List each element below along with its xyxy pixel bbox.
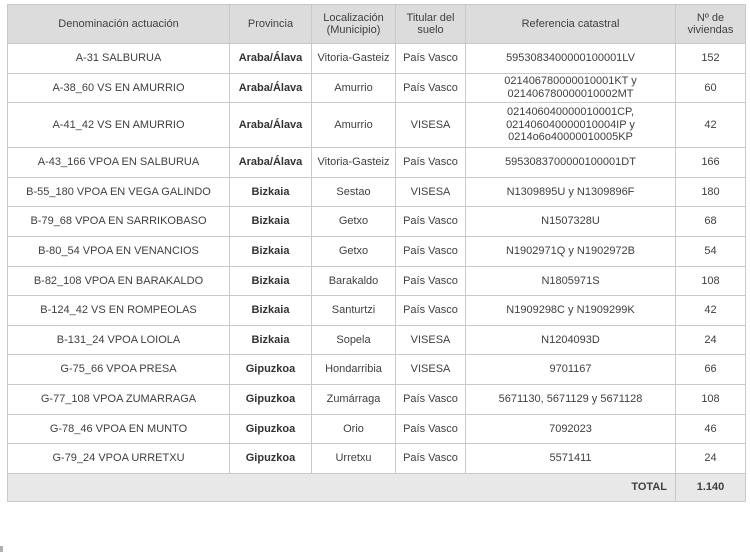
table-row	[8, 207, 746, 237]
cell-localizacion: Vitoria-Gasteiz	[312, 44, 396, 74]
total-label: TOTAL	[8, 473, 676, 501]
cell-denominacion: G-78_46 VPOA EN MUNTO	[8, 414, 230, 444]
cell-provincia: Gipuzkoa	[230, 444, 312, 474]
cell-referencia: 5671130, 5671129 y 5671128	[466, 384, 676, 414]
cell-titular: País Vasco	[396, 384, 466, 414]
cell-denominacion: G-79_24 VPOA URRETXU	[8, 444, 230, 474]
header-referencia: Referencia catastral	[466, 5, 676, 44]
cell-titular: VISESA	[396, 177, 466, 207]
cell-viviendas: 24	[676, 325, 746, 355]
edge-artifact	[0, 546, 3, 552]
header-provincia: Provincia	[230, 5, 312, 44]
cell-provincia: Bizkaia	[230, 296, 312, 326]
cell-denominacion: A-41_42 VS EN AMURRIO	[8, 103, 230, 148]
viviendas-table	[7, 4, 746, 502]
cell-viviendas: 60	[676, 73, 746, 103]
cell-localizacion: Vitoria-Gasteiz	[312, 148, 396, 178]
cell-referencia: 5953083700000100001DT	[466, 148, 676, 178]
cell-provincia: Araba/Álava	[230, 73, 312, 103]
cell-denominacion: A-31 SALBURUA	[8, 44, 230, 74]
cell-localizacion: Orio	[312, 414, 396, 444]
table-header-row	[8, 5, 746, 44]
cell-provincia: Bizkaia	[230, 207, 312, 237]
cell-denominacion: B-79_68 VPOA EN SARRIKOBASO	[8, 207, 230, 237]
cell-denominacion: G-77_108 VPOA ZUMARRAGA	[8, 384, 230, 414]
cell-viviendas: 46	[676, 414, 746, 444]
cell-titular: País Vasco	[396, 444, 466, 474]
cell-localizacion: Getxo	[312, 236, 396, 266]
cell-viviendas: 54	[676, 236, 746, 266]
cell-provincia: Araba/Álava	[230, 103, 312, 148]
header-denominacion: Denominación actuación	[8, 5, 230, 44]
cell-denominacion: B-124_42 VS EN ROMPEOLAS	[8, 296, 230, 326]
cell-viviendas: 108	[676, 266, 746, 296]
cell-provincia: Bizkaia	[230, 325, 312, 355]
cell-localizacion: Amurrio	[312, 73, 396, 103]
cell-referencia: N1204093D	[466, 325, 676, 355]
cell-referencia: 5953083400000100001LV	[466, 44, 676, 74]
cell-titular: País Vasco	[396, 296, 466, 326]
cell-provincia: Bizkaia	[230, 236, 312, 266]
cell-localizacion: Hondarribia	[312, 355, 396, 385]
cell-referencia: 7092023	[466, 414, 676, 444]
cell-provincia: Araba/Álava	[230, 148, 312, 178]
cell-viviendas: 24	[676, 444, 746, 474]
cell-localizacion: Amurrio	[312, 103, 396, 148]
total-row	[8, 473, 746, 501]
table-row	[8, 296, 746, 326]
table-row	[8, 148, 746, 178]
cell-viviendas: 68	[676, 207, 746, 237]
cell-viviendas: 66	[676, 355, 746, 385]
cell-referencia: N1507328U	[466, 207, 676, 237]
cell-titular: VISESA	[396, 325, 466, 355]
table-row	[8, 236, 746, 266]
cell-titular: País Vasco	[396, 414, 466, 444]
cell-provincia: Bizkaia	[230, 177, 312, 207]
table-row	[8, 103, 746, 148]
cell-referencia: N1902971Q y N1902972B	[466, 236, 676, 266]
cell-viviendas: 42	[676, 296, 746, 326]
cell-titular: VISESA	[396, 355, 466, 385]
cell-localizacion: Getxo	[312, 207, 396, 237]
cell-referencia: 021406780000010001KT y 021406780000010002MT	[466, 73, 676, 103]
table-row	[8, 73, 746, 103]
table-row	[8, 414, 746, 444]
cell-referencia: 021406040000010001CP, 021406040000010004IP y 0214o6o40000010005KP	[466, 103, 676, 148]
table-row	[8, 177, 746, 207]
cell-denominacion: B-82_108 VPOA EN BARAKALDO	[8, 266, 230, 296]
table-row	[8, 266, 746, 296]
cell-localizacion: Barakaldo	[312, 266, 396, 296]
cell-viviendas: 180	[676, 177, 746, 207]
cell-viviendas: 152	[676, 44, 746, 74]
table-row	[8, 355, 746, 385]
cell-viviendas: 42	[676, 103, 746, 148]
cell-referencia: N1805971S	[466, 266, 676, 296]
header-localizacion: Localización (Municipio)	[312, 5, 396, 44]
cell-referencia: 9701167	[466, 355, 676, 385]
cell-titular: País Vasco	[396, 73, 466, 103]
cell-titular: País Vasco	[396, 236, 466, 266]
cell-referencia: N1909298C y N1909299K	[466, 296, 676, 326]
cell-titular: País Vasco	[396, 148, 466, 178]
cell-provincia: Bizkaia	[230, 266, 312, 296]
table-row	[8, 44, 746, 74]
total-value: 1.140	[676, 473, 746, 501]
cell-localizacion: Santurtzi	[312, 296, 396, 326]
cell-titular: País Vasco	[396, 266, 466, 296]
cell-provincia: Gipuzkoa	[230, 355, 312, 385]
cell-localizacion: Sestao	[312, 177, 396, 207]
cell-denominacion: A-43_166 VPOA EN SALBURUA	[8, 148, 230, 178]
cell-denominacion: B-131_24 VPOA LOIOLA	[8, 325, 230, 355]
table-row	[8, 444, 746, 474]
table-row	[8, 384, 746, 414]
cell-localizacion: Zumárraga	[312, 384, 396, 414]
cell-provincia: Araba/Álava	[230, 44, 312, 74]
cell-titular: VISESA	[396, 103, 466, 148]
cell-denominacion: G-75_66 VPOA PRESA	[8, 355, 230, 385]
cell-titular: País Vasco	[396, 207, 466, 237]
cell-referencia: 5571411	[466, 444, 676, 474]
cell-viviendas: 108	[676, 384, 746, 414]
cell-denominacion: B-55_180 VPOA EN VEGA GALINDO	[8, 177, 230, 207]
viviendas-table-container	[7, 4, 745, 502]
cell-denominacion: B-80_54 VPOA EN VENANCIOS	[8, 236, 230, 266]
cell-localizacion: Sopela	[312, 325, 396, 355]
cell-titular: País Vasco	[396, 44, 466, 74]
cell-provincia: Gipuzkoa	[230, 414, 312, 444]
table-row	[8, 325, 746, 355]
cell-denominacion: A-38_60 VS EN AMURRIO	[8, 73, 230, 103]
cell-localizacion: Urretxu	[312, 444, 396, 474]
cell-viviendas: 166	[676, 148, 746, 178]
header-titular: Titular del suelo	[396, 5, 466, 44]
cell-provincia: Gipuzkoa	[230, 384, 312, 414]
cell-referencia: N1309895U y N1309896F	[466, 177, 676, 207]
header-viviendas: Nº de viviendas	[676, 5, 746, 44]
